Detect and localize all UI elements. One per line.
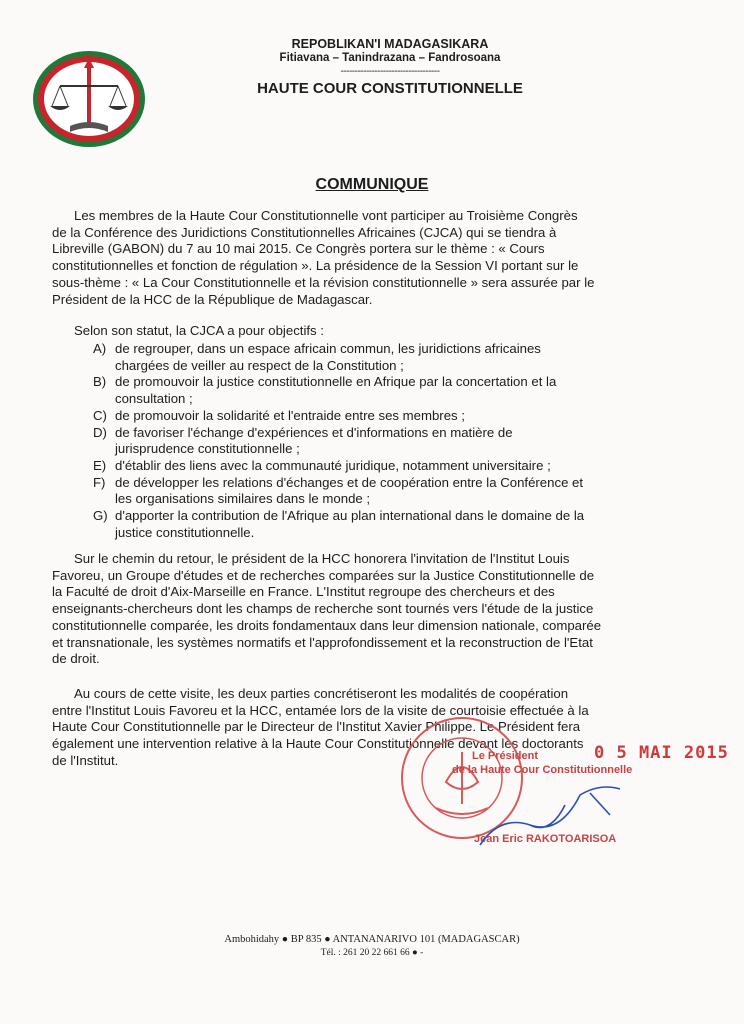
- list-item: [93, 508, 693, 541]
- paragraph-line: Favoreu, un Groupe d'études et de recherches comparées sur la Justice Constitutionnelle de: [52, 567, 595, 583]
- list-line: les organisations similaires dans le monde ;: [115, 491, 371, 507]
- footer-phone: Tél. : 261 20 22 661 66 ● -: [320, 948, 424, 958]
- paragraph-line: de l'Institut.: [52, 752, 119, 768]
- objectives-intro: Selon son statut, la CJCA a pour objectifs :: [74, 323, 324, 338]
- paragraph-line: sous-thème : « La Cour Constitutionnelle et la révision constitutionnelle » sera assurée par le: [52, 274, 595, 290]
- paragraph-2: [52, 551, 692, 668]
- list-item: [93, 408, 693, 425]
- paragraph-line: de la Conférence des Juridictions Constitutionnelles Africaines (CJCA) qui se tiendra à: [52, 224, 557, 240]
- paragraph-line: Haute Cour Constitutionnelle par le Directeur de l'Institut Xavier Philippe. Le Président fera: [52, 719, 581, 735]
- page-title: COMMUNIQUE: [315, 176, 429, 193]
- stamp-date: 0 5 MAI 2015: [594, 743, 729, 763]
- list-item: [93, 475, 693, 508]
- stamp-president-label: Le Président: [472, 750, 539, 762]
- stamp-institution-label: de la Haute Cour Constitutionnelle: [452, 764, 633, 776]
- paragraph-line: Président de la HCC de la République de Madagascar.: [52, 291, 373, 307]
- list-item: [93, 458, 693, 475]
- institution-name: HAUTE COUR CONSTITUTIONNELLE: [257, 80, 523, 97]
- list-item: [93, 374, 693, 407]
- signature: [470, 775, 630, 855]
- paragraph-line: enseignants-chercheurs dont les champs de recherche sont tournés vers l'étude de la justice: [52, 601, 594, 617]
- paragraph-line: constitutionnelles et fonction de régulation ». La présidence de la Session VI portant sur le: [52, 258, 579, 274]
- hcc-logo: [30, 48, 148, 150]
- list-line: de promouvoir la solidarité et l'entraide entre ses membres ;: [115, 407, 465, 423]
- paragraph-line: Les membres de la Haute Cour Constitutionnelle vont participer au Troisième Congrès: [74, 208, 578, 223]
- paragraph-line: entre l'Institut Louis Favoreu et la HCC, entamée lors de la visite de courtoisie effectuée à la: [52, 702, 589, 718]
- list-line: jurisprudence constitutionnelle ;: [115, 441, 300, 457]
- footer-address: Ambohidahy ● BP 835 ● ANTANANARIVO 101 (MADAGASCAR): [224, 934, 520, 945]
- list-letter: E): [93, 457, 107, 473]
- paragraph-line: Sur le chemin du retour, le président de la HCC honorera l'invitation de l'Institut Louis: [74, 551, 570, 566]
- list-line: de promouvoir la justice constitutionnelle en Afrique par la concertation et la: [115, 374, 557, 390]
- list-line: de favoriser l'échange d'expériences et d'informations en matière de: [115, 424, 513, 440]
- list-line: chargées de veiller au respect de la Constitution ;: [115, 357, 404, 373]
- list-line: de regrouper, dans un espace africain commun, les juridictions africaines: [115, 341, 541, 356]
- list-line: justice constitutionnelle.: [115, 524, 255, 540]
- list-item: [93, 341, 693, 374]
- header-separator: -----------------------------------: [340, 66, 440, 77]
- list-line: de développer les relations d'échanges et de coopération entre la Conférence et: [115, 474, 584, 490]
- paragraph-1: [52, 208, 692, 308]
- paragraph-line: Libreville (GABON) du 7 au 10 mai 2015. Ce Congrès portera sur le thème : « Cours: [52, 241, 545, 257]
- list-line: consultation ;: [115, 391, 193, 407]
- list-letter: A): [93, 341, 107, 356]
- paragraph-line: de droit.: [52, 651, 100, 667]
- list-letter: G): [93, 508, 108, 524]
- paragraph-line: constitutionnelle comparée, les droits fondamentaux dans leur dimension nationale, comparée: [52, 617, 602, 633]
- paragraph-line: Au cours de cette visite, les deux parties concrétiseront les modalités de coopération: [74, 686, 569, 701]
- list-item: [93, 425, 693, 458]
- objectives-list: [93, 341, 693, 541]
- paragraph-line: la Faculté de droit d'Aix-Marseille en France. L'Institut regroupe des chercheurs et des: [52, 584, 555, 600]
- list-letter: D): [93, 424, 107, 440]
- list-line: d'apporter la contribution de l'Afrique au plan international dans le domaine de la: [115, 508, 585, 524]
- list-letter: C): [93, 407, 107, 423]
- paragraph-line: et transnationale, les systèmes normatifs et l'approfondissement et la reconstruction de l'Etat: [52, 634, 593, 650]
- stamp-signatory-name: Jean Eric RAKOTOARISOA: [474, 833, 617, 845]
- paragraph-line: également une intervention relative à la Haute Cour Constitutionnelle devant les doctorants: [52, 736, 584, 752]
- list-line: d'établir des liens avec la communauté juridique, notamment universitaire ;: [115, 457, 551, 473]
- list-letter: F): [93, 474, 106, 490]
- motto: Fitiavana – Tanindrazana – Fandrosoana: [279, 52, 501, 64]
- country-name: REPOBLIKAN'I MADAGASIKARA: [291, 37, 489, 51]
- list-letter: B): [93, 374, 107, 390]
